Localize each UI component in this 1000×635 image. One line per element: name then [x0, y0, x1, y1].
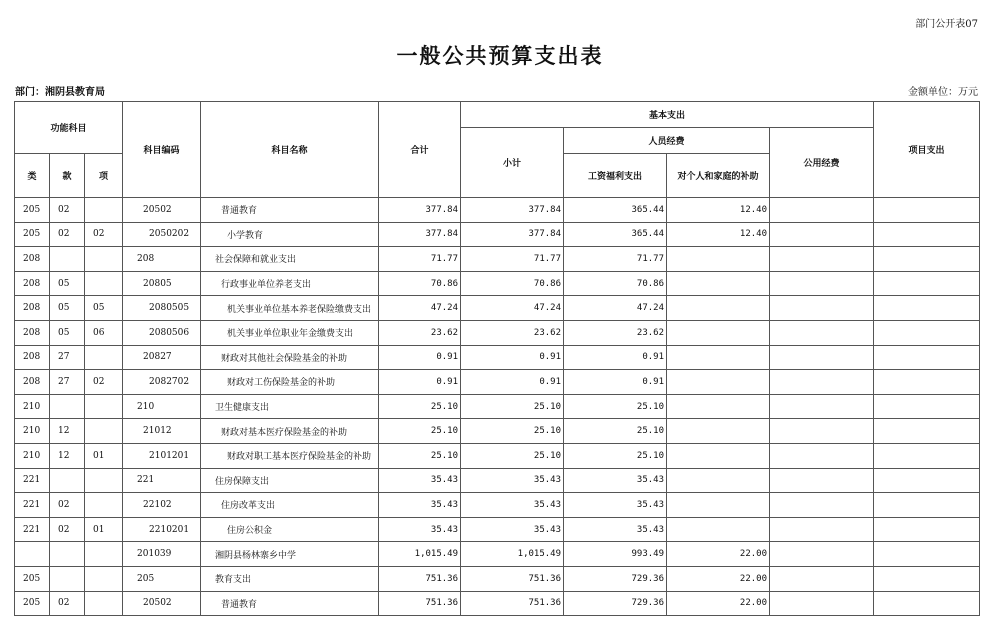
header-kuan: 款 [50, 154, 85, 198]
salary-cell: 23.62 [564, 320, 667, 345]
public-cell [770, 468, 874, 493]
code-cell: 20502 [123, 591, 201, 616]
lei-cell [15, 542, 50, 567]
public-cell [770, 591, 874, 616]
kuan-cell: 05 [50, 320, 85, 345]
header-lei: 类 [15, 154, 50, 198]
header-name: 科目名称 [201, 102, 379, 198]
subsidy-cell [667, 394, 770, 419]
lei-cell: 205 [15, 222, 50, 247]
subtotal-cell: 0.91 [461, 370, 564, 395]
total-cell: 0.91 [379, 370, 461, 395]
lei-cell: 210 [15, 443, 50, 468]
xiang-cell [85, 198, 123, 223]
xiang-cell: 02 [85, 222, 123, 247]
salary-cell: 47.24 [564, 296, 667, 321]
public-cell [770, 271, 874, 296]
lei-cell: 221 [15, 468, 50, 493]
code-cell: 221 [123, 468, 201, 493]
public-cell [770, 443, 874, 468]
public-cell [770, 247, 874, 272]
project-cell [874, 419, 980, 444]
public-cell [770, 320, 874, 345]
total-cell: 0.91 [379, 345, 461, 370]
code-cell: 2080505 [123, 296, 201, 321]
project-cell [874, 370, 980, 395]
department-label: 部门：湘阴县教育局 [15, 87, 105, 98]
project-cell [874, 222, 980, 247]
table-row [15, 345, 980, 370]
salary-cell: 993.49 [564, 542, 667, 567]
subsidy-cell: 12.40 [667, 222, 770, 247]
subsidy-cell [667, 493, 770, 518]
public-cell [770, 566, 874, 591]
table-row [15, 394, 980, 419]
public-cell [770, 198, 874, 223]
lei-cell: 208 [15, 296, 50, 321]
kuan-cell [50, 542, 85, 567]
subsidy-cell [667, 370, 770, 395]
total-cell: 751.36 [379, 591, 461, 616]
subtotal-cell: 0.91 [461, 345, 564, 370]
subsidy-cell: 22.00 [667, 566, 770, 591]
subsidy-cell [667, 419, 770, 444]
table-row [15, 591, 980, 616]
kuan-cell: 02 [50, 198, 85, 223]
table-row [15, 296, 980, 321]
salary-cell: 729.36 [564, 591, 667, 616]
subsidy-cell [667, 271, 770, 296]
project-cell [874, 271, 980, 296]
subsidy-cell [667, 247, 770, 272]
name-cell: 财政对基本医疗保险基金的补助 [201, 419, 379, 444]
total-cell: 35.43 [379, 517, 461, 542]
page-title: 一般公共预算支出表 [396, 44, 604, 68]
name-cell: 教育支出 [201, 566, 379, 591]
salary-cell: 25.10 [564, 443, 667, 468]
code-cell: 2080506 [123, 320, 201, 345]
name-cell: 卫生健康支出 [201, 394, 379, 419]
table-row [15, 370, 980, 395]
subtotal-cell: 70.86 [461, 271, 564, 296]
kuan-cell: 02 [50, 517, 85, 542]
code-cell: 2050202 [123, 222, 201, 247]
header-code: 科目编码 [123, 102, 201, 198]
lei-cell: 210 [15, 419, 50, 444]
salary-cell: 25.10 [564, 394, 667, 419]
header-subsidy: 对个人和家庭的补助 [667, 154, 770, 198]
total-cell: 47.24 [379, 296, 461, 321]
name-cell: 住房公积金 [201, 517, 379, 542]
name-cell: 湘阴县杨林寨乡中学 [201, 542, 379, 567]
xiang-cell [85, 247, 123, 272]
header-personnel: 人员经费 [564, 128, 770, 154]
salary-cell: 365.44 [564, 222, 667, 247]
name-cell: 行政事业单位养老支出 [201, 271, 379, 296]
table-row [15, 320, 980, 345]
subsidy-cell [667, 443, 770, 468]
lei-cell: 205 [15, 591, 50, 616]
xiang-cell [85, 419, 123, 444]
total-cell: 377.84 [379, 222, 461, 247]
subtotal-cell: 47.24 [461, 296, 564, 321]
name-cell: 机关事业单位基本养老保险缴费支出 [201, 296, 379, 321]
project-cell [874, 247, 980, 272]
subsidy-cell [667, 517, 770, 542]
total-cell: 71.77 [379, 247, 461, 272]
project-cell [874, 443, 980, 468]
public-cell [770, 296, 874, 321]
table-row [15, 493, 980, 518]
xiang-cell: 05 [85, 296, 123, 321]
name-cell: 普通教育 [201, 198, 379, 223]
header-project: 项目支出 [874, 102, 980, 198]
table-row [15, 419, 980, 444]
subtotal-cell: 25.10 [461, 394, 564, 419]
kuan-cell [50, 468, 85, 493]
xiang-cell [85, 591, 123, 616]
salary-cell: 0.91 [564, 370, 667, 395]
total-cell: 377.84 [379, 198, 461, 223]
salary-cell: 365.44 [564, 198, 667, 223]
unit-label: 金额单位：万元 [908, 87, 978, 98]
name-cell: 财政对其他社会保险基金的补助 [201, 345, 379, 370]
salary-cell: 25.10 [564, 419, 667, 444]
subsidy-cell [667, 296, 770, 321]
salary-cell: 729.36 [564, 566, 667, 591]
xiang-cell: 01 [85, 443, 123, 468]
total-cell: 25.10 [379, 443, 461, 468]
subsidy-cell: 22.00 [667, 591, 770, 616]
project-cell [874, 198, 980, 223]
total-cell: 23.62 [379, 320, 461, 345]
code-cell: 2082702 [123, 370, 201, 395]
name-cell: 社会保障和就业支出 [201, 247, 379, 272]
code-cell: 2210201 [123, 517, 201, 542]
total-cell: 25.10 [379, 419, 461, 444]
total-cell: 35.43 [379, 493, 461, 518]
subsidy-cell [667, 320, 770, 345]
total-cell: 70.86 [379, 271, 461, 296]
header-public: 公用经费 [770, 128, 874, 198]
salary-cell: 71.77 [564, 247, 667, 272]
name-cell: 普通教育 [201, 591, 379, 616]
table-row [15, 222, 980, 247]
table-row [15, 247, 980, 272]
form-id-label: 部门公开表07 [915, 19, 978, 30]
total-cell: 751.36 [379, 566, 461, 591]
code-cell: 20502 [123, 198, 201, 223]
subsidy-cell [667, 345, 770, 370]
header-xiang: 项 [85, 154, 123, 198]
total-cell: 1,015.49 [379, 542, 461, 567]
subtotal-cell: 23.62 [461, 320, 564, 345]
lei-cell: 205 [15, 198, 50, 223]
table-body [15, 198, 980, 616]
project-cell [874, 517, 980, 542]
subtotal-cell: 377.84 [461, 222, 564, 247]
subtotal-cell: 35.43 [461, 517, 564, 542]
subsidy-cell: 12.40 [667, 198, 770, 223]
subtotal-cell: 71.77 [461, 247, 564, 272]
subtotal-cell: 751.36 [461, 566, 564, 591]
project-cell [874, 345, 980, 370]
header-salary: 工资福利支出 [564, 154, 667, 198]
subtotal-cell: 35.43 [461, 493, 564, 518]
xiang-cell [85, 271, 123, 296]
salary-cell: 35.43 [564, 517, 667, 542]
lei-cell: 208 [15, 271, 50, 296]
lei-cell: 208 [15, 320, 50, 345]
public-cell [770, 394, 874, 419]
kuan-cell [50, 566, 85, 591]
xiang-cell: 06 [85, 320, 123, 345]
name-cell: 机关事业单位职业年金缴费支出 [201, 320, 379, 345]
project-cell [874, 591, 980, 616]
public-cell [770, 222, 874, 247]
kuan-cell: 27 [50, 345, 85, 370]
budget-table [14, 101, 980, 616]
public-cell [770, 517, 874, 542]
table-row [15, 271, 980, 296]
name-cell: 财政对工伤保险基金的补助 [201, 370, 379, 395]
kuan-cell [50, 394, 85, 419]
project-cell [874, 394, 980, 419]
table-row [15, 566, 980, 591]
name-cell: 财政对职工基本医疗保险基金的补助 [201, 443, 379, 468]
name-cell: 小学教育 [201, 222, 379, 247]
public-cell [770, 345, 874, 370]
public-cell [770, 419, 874, 444]
project-cell [874, 296, 980, 321]
public-cell [770, 493, 874, 518]
code-cell: 20827 [123, 345, 201, 370]
public-cell [770, 370, 874, 395]
code-cell: 20805 [123, 271, 201, 296]
code-cell: 22102 [123, 493, 201, 518]
code-cell: 2101201 [123, 443, 201, 468]
salary-cell: 35.43 [564, 468, 667, 493]
kuan-cell: 12 [50, 443, 85, 468]
kuan-cell: 02 [50, 591, 85, 616]
public-cell [770, 542, 874, 567]
kuan-cell: 05 [50, 296, 85, 321]
code-cell: 208 [123, 247, 201, 272]
salary-cell: 70.86 [564, 271, 667, 296]
lei-cell: 210 [15, 394, 50, 419]
project-cell [874, 566, 980, 591]
lei-cell: 221 [15, 493, 50, 518]
header-subtotal: 小计 [461, 128, 564, 198]
code-cell: 201039 [123, 542, 201, 567]
table-row [15, 443, 980, 468]
name-cell: 住房改革支出 [201, 493, 379, 518]
subtotal-cell: 25.10 [461, 443, 564, 468]
xiang-cell [85, 493, 123, 518]
subtotal-cell: 751.36 [461, 591, 564, 616]
subtotal-cell: 377.84 [461, 198, 564, 223]
lei-cell: 205 [15, 566, 50, 591]
subtotal-cell: 1,015.49 [461, 542, 564, 567]
subsidy-cell: 22.00 [667, 542, 770, 567]
lei-cell: 208 [15, 345, 50, 370]
total-cell: 35.43 [379, 468, 461, 493]
table-row [15, 542, 980, 567]
project-cell [874, 493, 980, 518]
table-row [15, 468, 980, 493]
kuan-cell [50, 247, 85, 272]
salary-cell: 0.91 [564, 345, 667, 370]
xiang-cell: 01 [85, 517, 123, 542]
xiang-cell [85, 468, 123, 493]
kuan-cell: 02 [50, 222, 85, 247]
project-cell [874, 542, 980, 567]
header-basic: 基本支出 [461, 102, 874, 128]
code-cell: 205 [123, 566, 201, 591]
xiang-cell [85, 566, 123, 591]
kuan-cell: 05 [50, 271, 85, 296]
salary-cell: 35.43 [564, 493, 667, 518]
table-row [15, 198, 980, 223]
lei-cell: 208 [15, 370, 50, 395]
header-func-subject: 功能科目 [15, 102, 123, 154]
xiang-cell: 02 [85, 370, 123, 395]
lei-cell: 208 [15, 247, 50, 272]
xiang-cell [85, 542, 123, 567]
project-cell [874, 468, 980, 493]
total-cell: 25.10 [379, 394, 461, 419]
kuan-cell: 27 [50, 370, 85, 395]
subsidy-cell [667, 468, 770, 493]
subtotal-cell: 35.43 [461, 468, 564, 493]
code-cell: 21012 [123, 419, 201, 444]
lei-cell: 221 [15, 517, 50, 542]
subtotal-cell: 25.10 [461, 419, 564, 444]
code-cell: 210 [123, 394, 201, 419]
table-row [15, 517, 980, 542]
xiang-cell [85, 345, 123, 370]
kuan-cell: 02 [50, 493, 85, 518]
xiang-cell [85, 394, 123, 419]
kuan-cell: 12 [50, 419, 85, 444]
name-cell: 住房保障支出 [201, 468, 379, 493]
project-cell [874, 320, 980, 345]
header-total: 合计 [379, 102, 461, 198]
